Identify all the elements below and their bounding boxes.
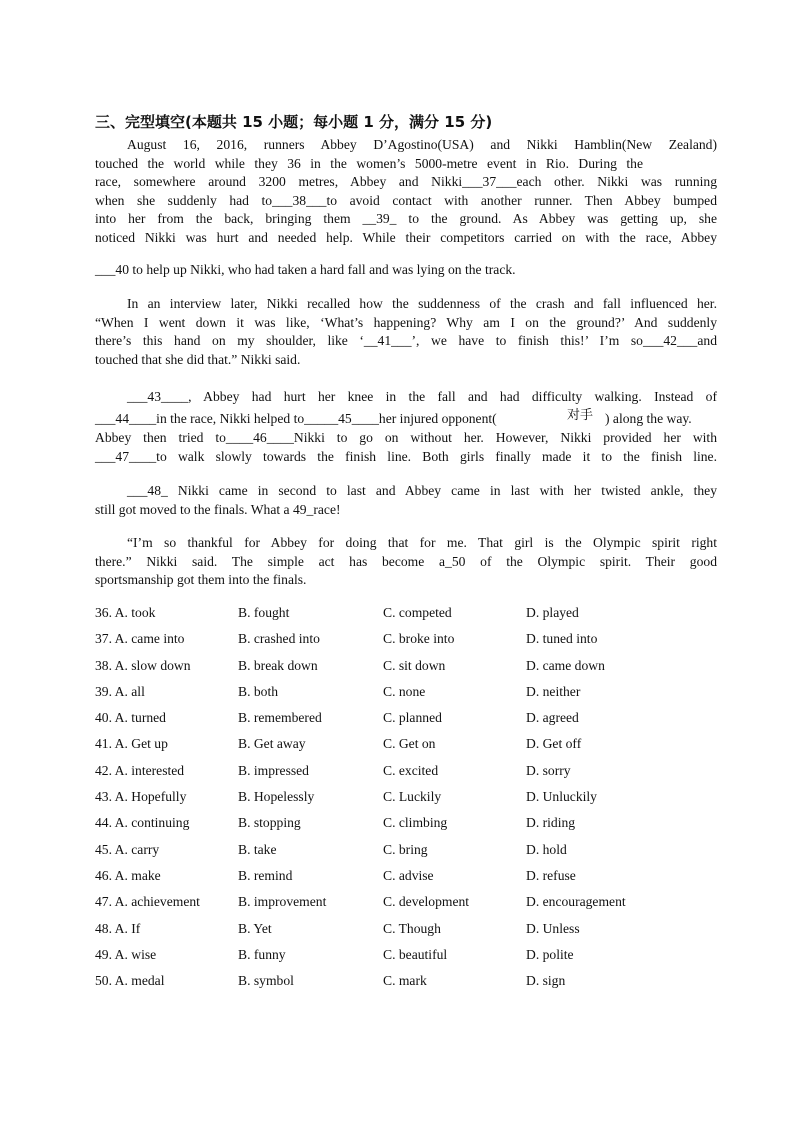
answer-options bbox=[95, 605, 735, 999]
question-row bbox=[95, 605, 735, 631]
option-choice: C. climbing bbox=[383, 815, 448, 831]
option-choice: B. fought bbox=[238, 605, 290, 620]
option-choice: D. sorry bbox=[526, 762, 571, 778]
option-choice: D. polite bbox=[526, 946, 574, 962]
paragraph-line: touched the world while they 36 in the women’s 5000-metre event in Rio. During the bbox=[95, 155, 643, 171]
paragraph-2 bbox=[95, 295, 717, 369]
option-choice: B. Yet bbox=[238, 920, 272, 936]
option-choice: B. symbol bbox=[238, 973, 294, 989]
paragraph-line: ___40 to help up Nikki, who had taken a hard fall and was lying on the track. bbox=[95, 262, 516, 277]
question-row bbox=[95, 631, 735, 657]
option-choice: C. Though bbox=[383, 920, 441, 936]
paragraph-segment: ) along the way. bbox=[605, 411, 692, 426]
option-choice: B. funny bbox=[238, 946, 286, 962]
question-row bbox=[95, 921, 735, 947]
paragraph-line: “I’m so thankful for Abbey for doing that for me. That girl is the Olympic spirit right bbox=[127, 535, 717, 550]
option-choice: B. stopping bbox=[238, 815, 301, 831]
option-choice: 43. A. Hopefully bbox=[95, 789, 187, 805]
paragraph-line: touched that she did that.” Nikki said. bbox=[95, 351, 301, 367]
option-choice: C. bring bbox=[383, 841, 428, 857]
option-choice: B. both bbox=[238, 683, 279, 699]
option-choice: B. remembered bbox=[238, 710, 322, 726]
option-choice: C. mark bbox=[383, 973, 427, 989]
question-row bbox=[95, 736, 735, 762]
option-choice: B. take bbox=[238, 841, 277, 857]
option-choice: D. encouragement bbox=[526, 894, 626, 910]
option-choice: 37. A. came into bbox=[95, 631, 185, 647]
option-choice: B. remind bbox=[238, 867, 293, 883]
option-choice: B. Hopelessly bbox=[238, 789, 315, 805]
option-choice: B. Get away bbox=[238, 736, 306, 752]
option-choice: D. hold bbox=[526, 841, 567, 857]
option-choice: 36. A. took bbox=[95, 605, 156, 620]
option-choice: C. broke into bbox=[383, 631, 455, 647]
option-choice: D. Get off bbox=[526, 736, 582, 752]
option-choice: C. sit down bbox=[383, 657, 446, 673]
question-row bbox=[95, 789, 735, 815]
paragraph-5 bbox=[95, 534, 717, 590]
paragraph-line: “When I went down it was like, ‘What’s happening? Why am I on the ground?’ And suddenly bbox=[95, 314, 717, 330]
option-choice: 44. A. continuing bbox=[95, 815, 190, 831]
option-choice: D. played bbox=[526, 605, 579, 620]
question-row bbox=[95, 684, 735, 710]
option-choice: C. none bbox=[383, 683, 426, 699]
question-row bbox=[95, 815, 735, 841]
paragraph-line: race, somewhere around 3200 metres, Abbey and Nikki___37___each other. Nikki was running bbox=[95, 174, 717, 190]
option-choice: D. Unluckily bbox=[526, 789, 597, 805]
paragraph-4 bbox=[95, 482, 717, 519]
option-choice: D. refuse bbox=[526, 867, 576, 883]
option-choice: B. crashed into bbox=[238, 631, 320, 647]
option-choice: C. Luckily bbox=[383, 789, 442, 805]
paragraph-segment: ___44____in the race, Nikki helped to_____45____her injured opponent( bbox=[95, 411, 497, 426]
question-row bbox=[95, 763, 735, 789]
option-choice: 38. A. slow down bbox=[95, 657, 191, 673]
paragraph-line: there.” Nikki said. The simple act has become a_50 of the Olympic spirit. Their good bbox=[95, 553, 717, 569]
option-choice: D. agreed bbox=[526, 710, 579, 726]
option-choice: 40. A. turned bbox=[95, 710, 166, 726]
option-choice: D. came down bbox=[526, 657, 605, 673]
option-choice: 50. A. medal bbox=[95, 973, 165, 989]
paragraph-line: sportsmanship got them into the finals. bbox=[95, 572, 307, 588]
paragraph-line: In an interview later, Nikki recalled how the suddenness of the crash and fall influenced her. bbox=[127, 296, 717, 311]
option-choice: C. development bbox=[383, 894, 470, 910]
option-choice: 42. A. interested bbox=[95, 762, 185, 778]
option-choice: C. excited bbox=[383, 762, 439, 778]
question-row bbox=[95, 842, 735, 868]
paragraph-line: ___48_ Nikki came in second to last and Abbey came in last with her twisted ankle, they bbox=[127, 483, 717, 498]
gloss-note: 对手 bbox=[567, 408, 594, 423]
option-choice: B. impressed bbox=[238, 762, 309, 778]
option-choice: D. neither bbox=[526, 683, 581, 699]
paragraph-line: still got moved to the finals. What a 49_race! bbox=[95, 501, 341, 517]
option-choice: D. tuned into bbox=[526, 631, 598, 647]
question-row bbox=[95, 947, 735, 973]
paragraph-line bbox=[95, 409, 717, 429]
option-choice: D. sign bbox=[526, 973, 566, 989]
option-choice: 45. A. carry bbox=[95, 841, 160, 857]
paragraph-line: August 16, 2016, runners Abbey D’Agostino(USA) and Nikki Hamblin(New Zealand) bbox=[127, 137, 717, 152]
paragraph-line: noticed Nikki was hurt and needed help. While their competitors carried on with the race, Abbey bbox=[95, 229, 717, 245]
option-choice: C. competed bbox=[383, 605, 452, 620]
option-choice: C. beautiful bbox=[383, 946, 448, 962]
paragraph-1 bbox=[95, 136, 717, 248]
paragraph-line: into her from the back, bringing them __39_ to the ground. As Abbey was getting up, she bbox=[95, 211, 717, 227]
paragraph-line: there’s this hand on my shoulder, like ‘__41___’, we have to finish this!’ I’m so___42___and bbox=[95, 333, 717, 349]
paragraph-line: ___43____, Abbey had hurt her knee in the fall and had difficulty walking. Instead of bbox=[127, 389, 717, 404]
option-choice: C. planned bbox=[383, 710, 442, 726]
paragraph-line: when she suddenly had to___38___to avoid contact with another runner. Then Abbey bumped bbox=[95, 192, 717, 208]
question-row bbox=[95, 868, 735, 894]
option-choice: C. advise bbox=[383, 867, 434, 883]
question-row bbox=[95, 973, 735, 999]
option-choice: C. Get on bbox=[383, 736, 436, 752]
option-choice: 46. A. make bbox=[95, 867, 161, 883]
paragraph-1-end bbox=[95, 261, 717, 280]
paragraph-segment bbox=[567, 409, 593, 430]
paragraph-line: Abbey then tried to____46____Nikki to go on without her. However, Nikki provided her with bbox=[95, 430, 717, 445]
option-choice: B. improvement bbox=[238, 894, 327, 910]
option-choice: 47. A. achievement bbox=[95, 894, 200, 910]
option-choice: 41. A. Get up bbox=[95, 736, 168, 752]
option-choice: 49. A. wise bbox=[95, 946, 157, 962]
option-choice: D. Unless bbox=[526, 920, 580, 936]
question-row bbox=[95, 894, 735, 920]
paragraph-line: ___47____to walk slowly towards the finish line. Both girls finally made it to the finish line. bbox=[95, 448, 717, 464]
question-row bbox=[95, 658, 735, 684]
option-choice: B. break down bbox=[238, 657, 318, 673]
section-heading: 三、完型填空(本题共 15 小题；每小题 1 分，满分 15 分) bbox=[95, 113, 493, 131]
option-choice: 39. A. all bbox=[95, 683, 145, 699]
question-row bbox=[95, 710, 735, 736]
paragraph-3 bbox=[95, 384, 717, 466]
option-choice: 48. A. If bbox=[95, 920, 141, 936]
option-choice: D. riding bbox=[526, 815, 576, 831]
